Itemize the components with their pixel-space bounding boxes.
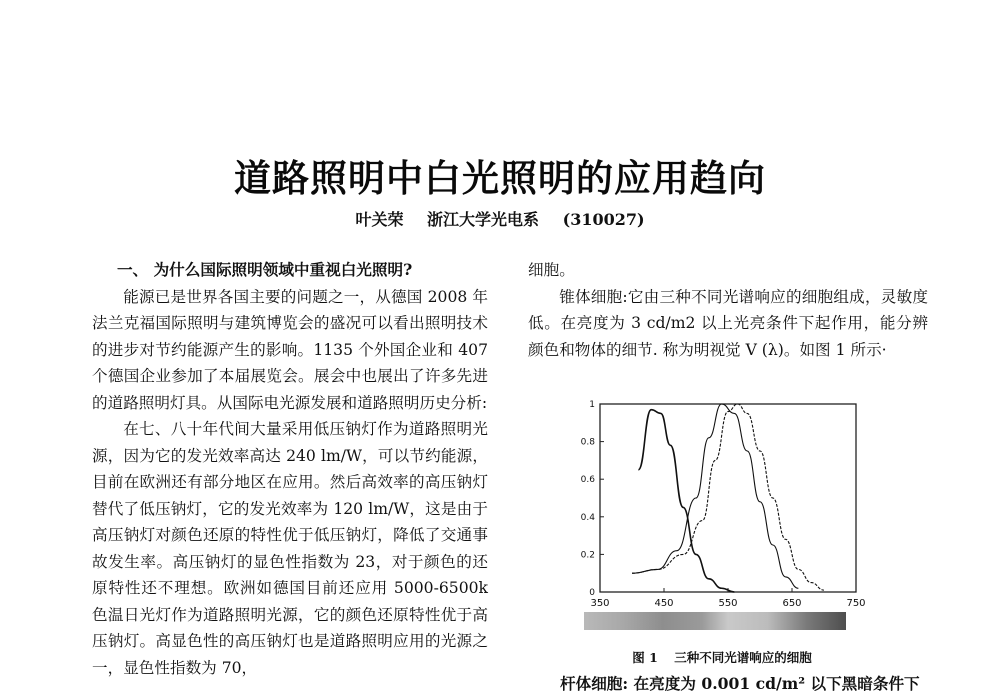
y-tick-label: 0.2 (580, 550, 595, 561)
y-tick-label: 0.4 (580, 512, 595, 523)
author-line (0, 207, 1000, 230)
author-name: 叶关荣 (355, 210, 404, 229)
body-paragraph: 能源已是世界各国主要的问题之一，从德国 2008 年法兰克福国际照明与建筑博览会的盛况可以看出照明技术的进步对节约能源产生的影响。1135 个外国企业和 407 个德国企业参加了本届展览会。展会中也展出了许多先进的道路照明灯具。从国际电光源发展和道路照明历史分析: (92, 287, 488, 412)
figure-1 (572, 396, 872, 624)
figure-caption (572, 648, 872, 666)
spectrum-bar (584, 612, 846, 630)
x-tick-label: 550 (718, 598, 738, 609)
y-tick-label: 1 (589, 400, 595, 410)
series-line-green-cone (632, 404, 798, 588)
article-title: 道路照明中白光照明的应用趋向 (234, 157, 766, 200)
body-paragraph: 锥体细胞:它由三种不同光谱响应的细胞组成，灵敏度低。在亮度为 3 cd/m2 以上光亮条件下起作用，能分辨颜色和物体的细节. 称为明视觉 V (λ)。如图 1 所示· (528, 287, 928, 359)
x-tick-label: 450 (654, 598, 674, 609)
body-paragraph: 在七、八十年代间大量采用低压钠灯作为道路照明光源，因为它的发光效率高达 240 lm/W，可以节约能源，目前在欧洲还有部分地区在应用。然后高效率的高压钠灯替代了低压钠灯，它的发光效率为 120 lm/W，这是由于高压钠灯对颜色还原的特性优于低压钠灯，降低了交通事故发生率。高压钠灯的显色性指数为 23，对于颜色的还原特性还不理想。欧洲如德国目前还应用 5000-6500k 色温日光灯作为道路照明光源，它的颜色还原特性优于高压钠灯。高显色性的高压钠灯也是道路照明应用的光源之一，显色性指数为 70， (92, 420, 488, 677)
bottom-paragraph-line: 杆体细胞: 在亮度为 0.001 cd/m² 以下黑暗条件下 (560, 674, 920, 693)
right-column (528, 257, 928, 363)
figure-caption-text: 三种不同光谱响应的细胞 (674, 650, 812, 665)
y-tick-label: 0 (589, 588, 595, 598)
series-line-red-cone (632, 404, 824, 590)
series-line-blue-cone (638, 410, 734, 592)
x-tick-label: 750 (846, 598, 866, 609)
x-tick-label: 650 (782, 598, 802, 609)
author-postcode: (310027) (562, 210, 645, 229)
y-tick-label: 0.6 (580, 475, 595, 486)
section-heading: 一、 为什么国际照明领域中重视白光照明? (116, 260, 413, 279)
left-column (92, 257, 488, 681)
spectral-response-chart (572, 396, 872, 624)
y-tick-label: 0.8 (580, 437, 595, 448)
figure-label: 图 1 (632, 650, 658, 665)
author-affiliation: 浙江大学光电系 (427, 210, 540, 229)
body-paragraph: 细胞。 (528, 261, 575, 279)
x-tick-label: 350 (590, 598, 610, 609)
plot-frame (600, 404, 856, 592)
